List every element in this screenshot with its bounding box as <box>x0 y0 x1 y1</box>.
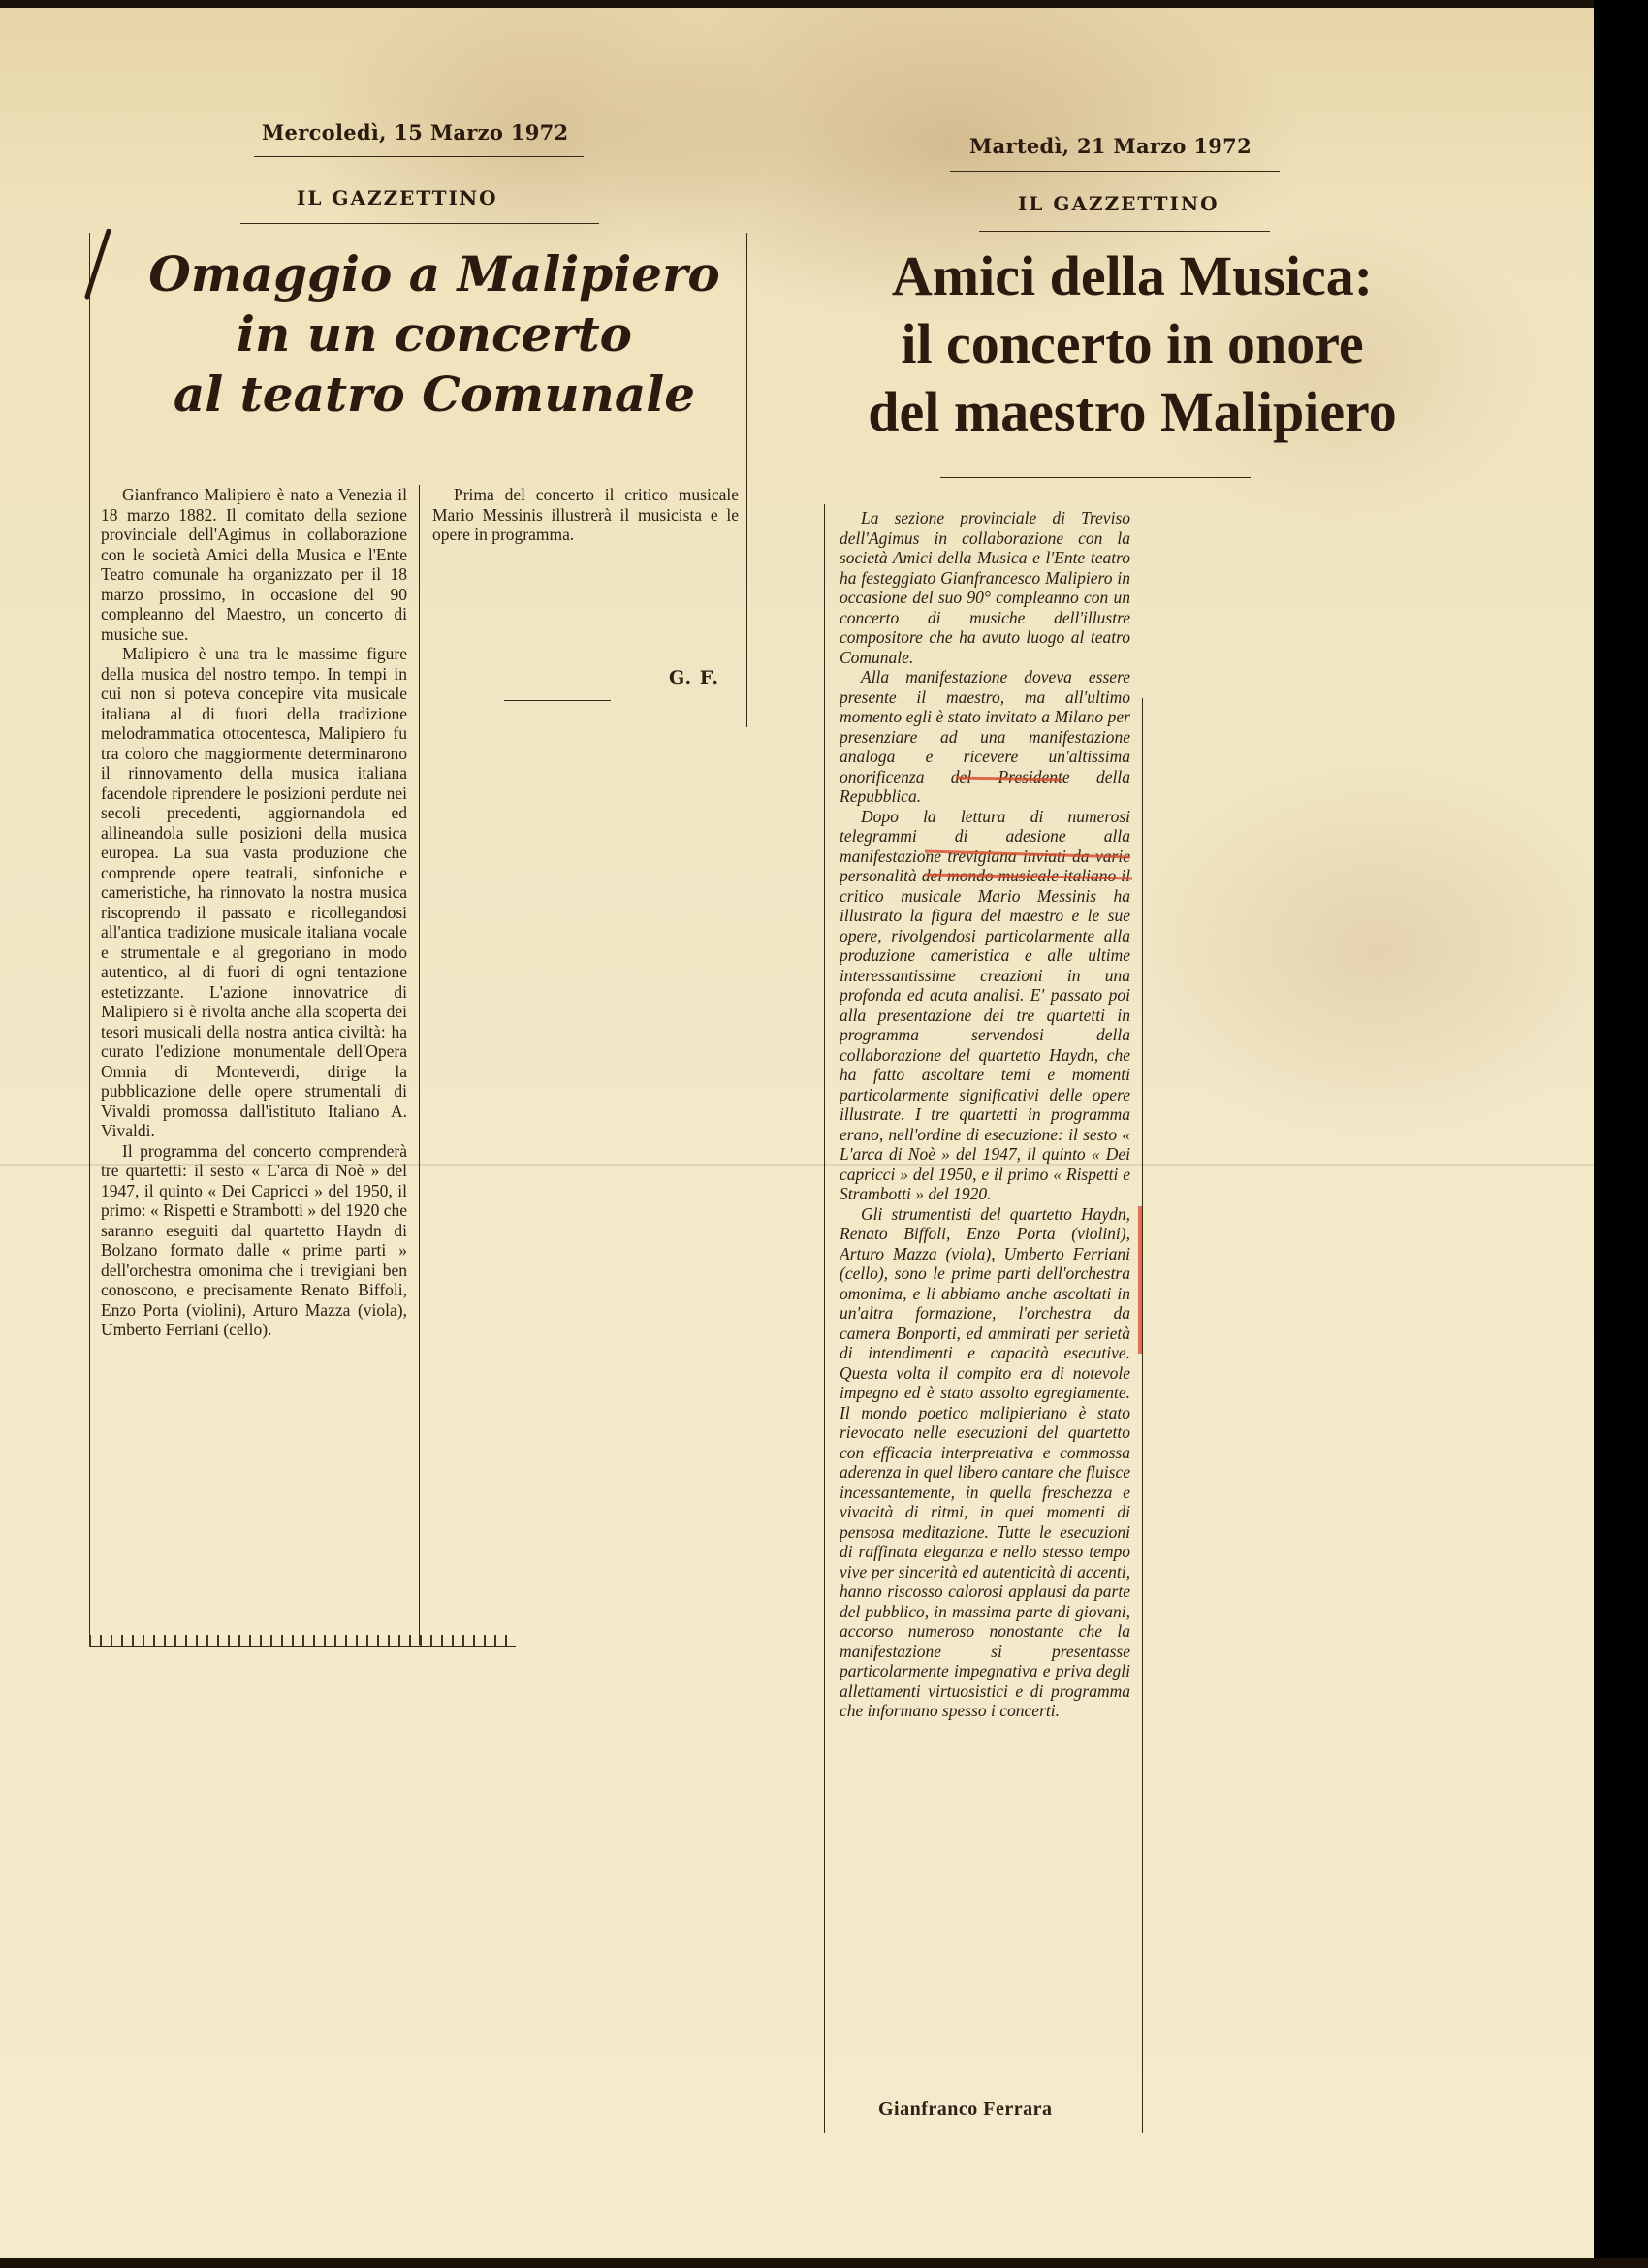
left-column-divider <box>419 485 420 1645</box>
right-headline-rule <box>940 477 1251 478</box>
right-border-left <box>824 504 825 2133</box>
left-name-rule <box>240 223 599 224</box>
right-headline-line-1: Amici della Musica: <box>891 244 1374 307</box>
right-paragraph-3: Dopo la lettura di numerosi telegrammi di adesione alla manifestazione trevigiana inviati da varie personalità del mondo musicale italiano il critico musicale Mario Messinis ha illustrato la figura del maestro e le sue opere, rivolgendosi particolarmente alla produzione cameristica e alle ultime interessantissime creazioni in una profonda ed acuta analisi. E' passato poi alla presentazione dei tre quartetti in programma servendosi della collaborazione del quartetto Haydn, che ha fatto ascoltare temi e momenti particolarmente significativi delle opere illustrate. I tre quartetti in programma erano, nell'ordine di esecuzione: il sesto « L'arca di Noè » del 1947, il quinto « Dei capricci » del 1950, e il primo « Rispetti e Strambotti » del 1920. <box>840 806 1130 1203</box>
left-date: Mercoledì, 15 Marzo 1972 <box>262 120 569 144</box>
right-signature: Gianfranco Ferrara <box>878 2098 1053 2120</box>
right-date: Martedì, 21 Marzo 1972 <box>969 134 1252 158</box>
right-name-rule <box>979 231 1270 232</box>
left-paragraph-4: Prima del concerto il critico musicale Mario Messinis illustrerà il musicista e le opere in programma. <box>432 485 739 544</box>
right-column <box>840 508 1130 2098</box>
right-paragraph-2: Alla manifestazione doveva essere presente il maestro, ma all'ultimo momento egli è stato invitato a Milano per presenziare ad una manifestazione analoga e ricevere un'altissima onorificenza del Presidente della Repubblica. <box>840 667 1130 806</box>
left-paragraph-1: Gianfranco Malipiero è nato a Venezia il 18 marzo 1882. Il comitato della sezione provinciale dell'Agimus in collaborazione con le società Amici della Musica e l'Ente Teatro comunale ha organizzato per il 18 marzo prossimo, in occasione del 90 compleanno del Maestro, un concerto di musiche sue. <box>101 485 407 644</box>
left-headline-line-1: Omaggio a Malipiero <box>148 245 720 303</box>
right-border-right <box>1142 698 1143 2133</box>
right-paragraph-1: La sezione provinciale di Treviso dell'Agimus in collaborazione con la società Amici della Musica e l'Ente teatro ha festeggiato Gianfrancesco Malipiero in occasione del suo 90° compleanno con un concerto di musiche dell'illustre compositore che ha avuto luogo al teatro Comunale. <box>840 508 1130 667</box>
scan-edge-bottom <box>0 2258 1648 2268</box>
right-headline <box>812 242 1452 446</box>
right-newspaper-name: IL GAZZETTINO <box>1018 192 1220 215</box>
left-headline-line-3: al teatro Comunale <box>173 366 696 423</box>
left-paragraph-2: Malipiero è una tra le massime figure della musica del nostro tempo. In tempi in cui non si poteva concepire vita musicale italiana al di fuori della tradizione melodrammatica ottocentesca, Malipiero fu tra coloro che maggiormente determinarono il rinnovamento della musica italiana facendole riprendere le posizioni perdute nei secoli precedenti, aggiornandola ed allineandola sulle posizioni della musica europea. La sua vasta produzione che comprende opere teatrali, sinfoniche e cameristiche, ha rinnovato la nostra musica riscoprendo il passato e ricollegandosi all'antica tradizione musicale italiana vocale e strumentale e al gregoriano in modo autentico, al di fuori di ogni tentazione estetizzante. L'azione innovatrice di Malipiero si è rivolta anche alla scoperta dei tesori musicali della nostra antica civiltà: ha curato l'edizione monumentale dell'Opera Omnia di Monteverdi, dirige la pubblicazione delle opere strumentali di Vivaldi promossa dall'istituto Italiano A. Vivaldi. <box>101 644 407 1140</box>
scan-edge-top <box>0 0 1648 8</box>
left-column-1 <box>101 485 407 1621</box>
left-column-2 <box>432 485 739 679</box>
right-paragraph-4: Gli strumentisti del quartetto Haydn, Renato Biffoli, Enzo Porta (violini), Arturo Mazza (viola), Umberto Ferriani (cello), sono le prime parti dell'orchestra omonima, e li abbiamo anche ascoltati in un'altra formazione, l'orchestra da camera Bonporti, ed ammirati per serietà di intendimenti e capacità esecutive. Questa volta il compito era di notevole impegno ed è stato assolto egregiamente. Il mondo poetico malipieriano è stato rievocato nelle esecuzioni del quartetto con efficacia interpretativa e commossa aderenza in quel libero cantare che fluisce incessantemente, in quella freschezza e vivacità di ritmi, in quei momenti di pensosa meditazione. Tutte le esecuzioni di raffinata eleganza e nello stesso tempo vive per sincerità ed autenticità di accenti, hanno riscosso calorosi applausi da parte del pubblico, in massima parte di giovani, accorso numeroso nonostante che la manifestazione si presentasse particolarmente impegnativa e priva degli allettamenti virtuosistici e di programma che informano spesso i concerti. <box>840 1203 1130 1720</box>
left-headline-line-2: in un concerto <box>236 305 633 363</box>
right-headline-line-3: del maestro Malipiero <box>868 380 1397 443</box>
red-underline-marks <box>917 770 1140 896</box>
scan-edge-right <box>1594 0 1648 2268</box>
left-date-rule <box>254 156 584 157</box>
left-border-left <box>89 233 90 1645</box>
left-paragraph-3: Il programma del concerto comprenderà tre quartetti: il sesto « L'arca di Noè » del 1947, il quinto « Dei Capricci » del 1950, il primo: « Rispetti e Strambotti » del 1920 che saranno eseguiti dal quartetto Haydn di Bolzano formato dalle « prime parti » dell'orchestra omonima che i trevigiani ben conoscono, e precisamente Renato Biffoli, Enzo Porta (violini), Arturo Mazza (viola), Umberto Ferriani (cello). <box>101 1140 407 1339</box>
pen-mark-icon <box>83 229 112 301</box>
red-margin-mark <box>1132 1202 1148 1358</box>
right-headline-line-2: il concerto in onore <box>901 312 1364 375</box>
left-end-rule <box>504 700 611 701</box>
left-signature: G. F. <box>669 667 719 688</box>
left-headline <box>114 244 754 425</box>
left-bottom-border <box>89 1635 516 1647</box>
left-newspaper-name: IL GAZZETTINO <box>297 186 498 209</box>
right-date-rule <box>950 171 1280 172</box>
